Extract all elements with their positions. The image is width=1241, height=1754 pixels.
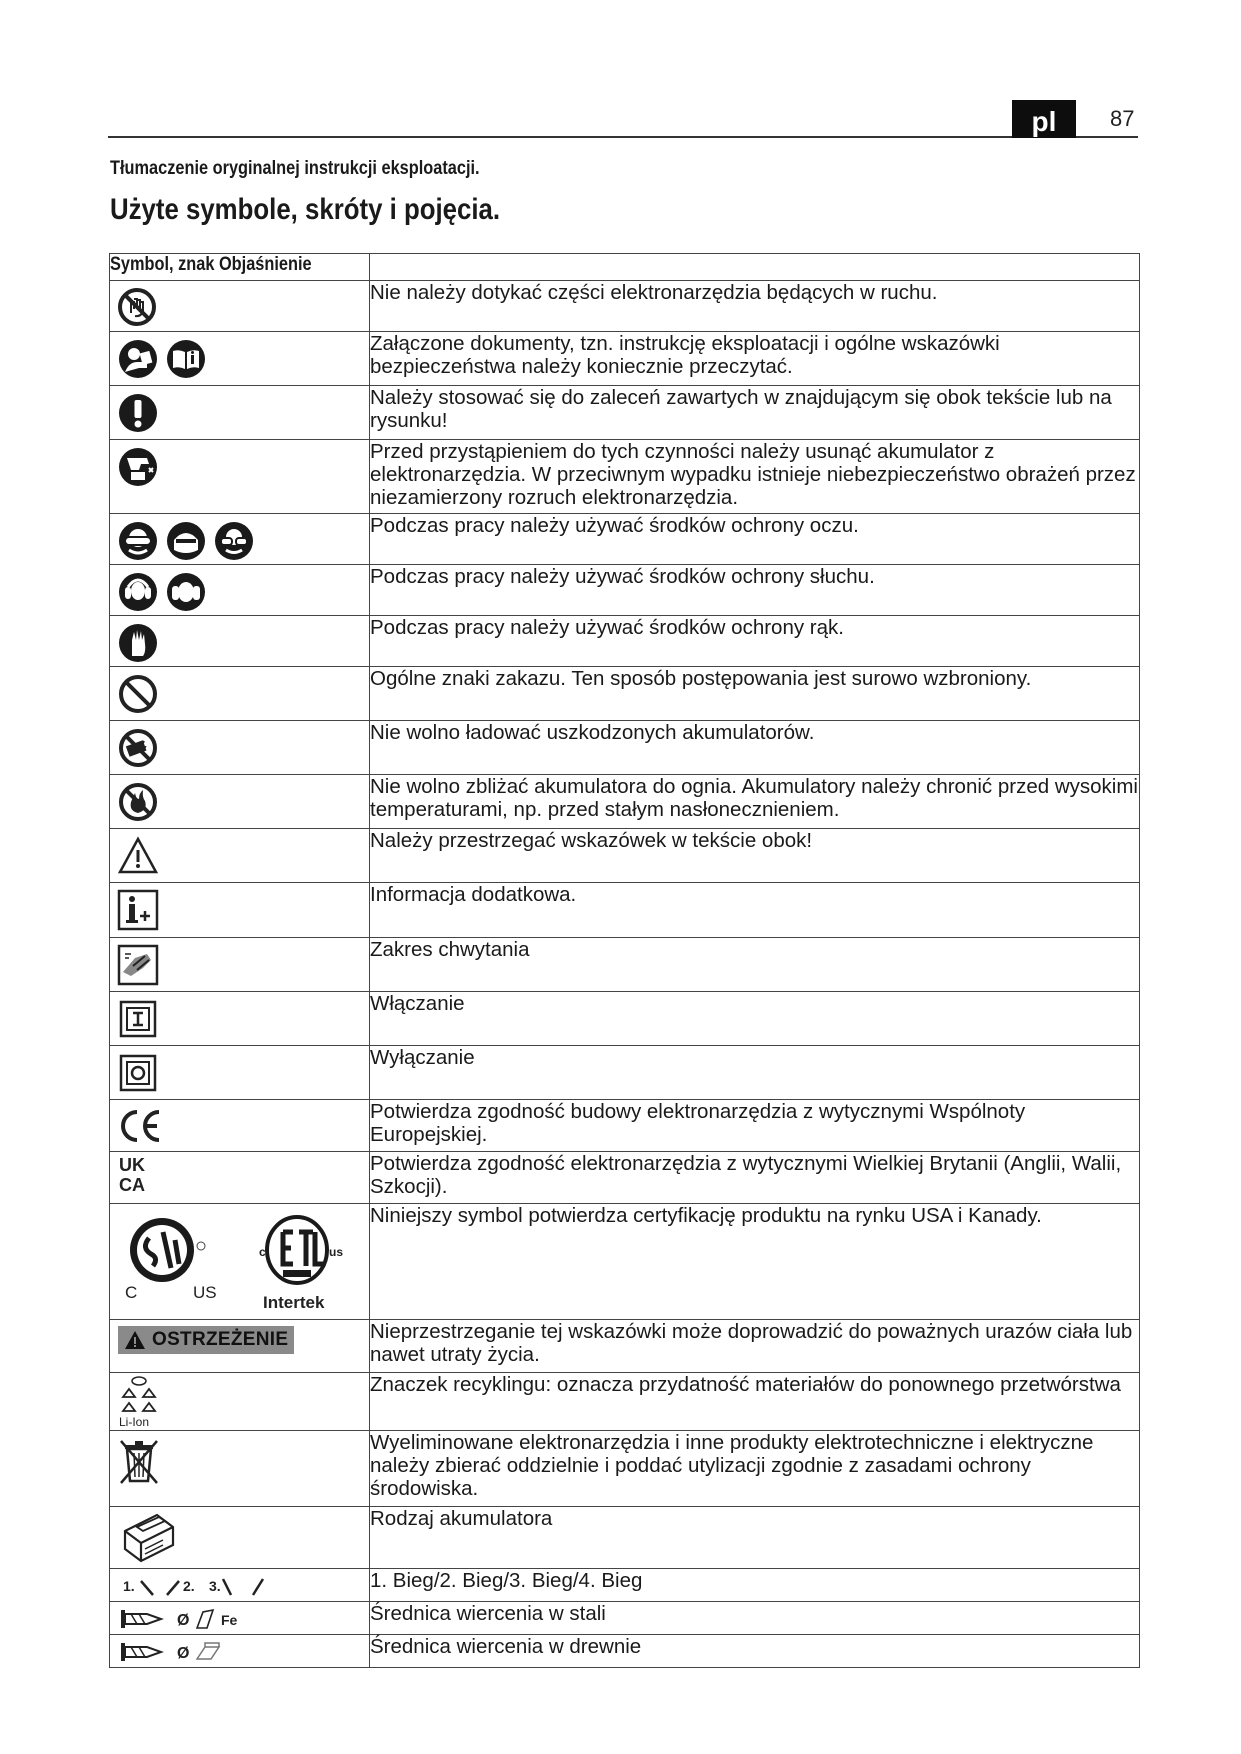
ukca-mark-icon <box>117 1154 153 1194</box>
row-description: Potwierdza zgodność budowy elektronarzędzia z wytycznymi Wspólnoty Europejskiej. <box>370 1100 1140 1152</box>
row-description: Należy stosować się do zaleceń zawartych w znajdującym się obok tekście lub na rysunku! <box>370 386 1140 440</box>
gear-2-label: 2. <box>183 1578 195 1594</box>
header-rule <box>108 136 1138 138</box>
battery-type-icon <box>117 1509 177 1567</box>
row-description: Średnica wiercenia w stali <box>370 1602 1140 1635</box>
row-description: Zakres chwytania <box>370 938 1140 992</box>
row-description: Średnica wiercenia w drewnie <box>370 1635 1140 1668</box>
row-description: Przed przystąpieniem do tych czynności należy usunąć akumulator z elektronarzędzia. W przeciwnym wypadku istnieje niebezpieczeństwo obrażeń przez niezamierzony rozruch elektronarzędzia. <box>370 440 1140 514</box>
remove-battery-icon <box>117 446 159 488</box>
power-on-icon <box>117 998 159 1040</box>
table-column-header: Symbol, znak Objaśnienie <box>110 254 370 281</box>
row-description: 1. Bieg/2. Bieg/3. Bieg/4. Bieg <box>370 1569 1140 1602</box>
safety-glasses-icon <box>213 520 255 562</box>
table-row <box>110 1431 1140 1507</box>
no-charging-damaged-battery-icon <box>117 727 159 769</box>
no-touch-moving-parts-icon <box>117 287 157 327</box>
row-description: Informacja dodatkowa. <box>370 883 1140 938</box>
table-row <box>110 992 1140 1046</box>
row-description: Nieprzestrzeganie tej wskazówki może doprowadzić do poważnych urazów ciała lub nawet utraty życia. <box>370 1320 1140 1373</box>
table-row <box>110 1046 1140 1100</box>
gear-selection-icon <box>117 1573 277 1599</box>
warning-label-text: OSTRZEŻENIE <box>152 1329 289 1350</box>
crossed-bin-icon <box>117 1437 161 1487</box>
row-description: Wyeliminowane elektronarzędzia i inne produkty elektrotechniczne i elektryczne należy zbierać oddzielnie i poddać utylizacji zgodnie z zasadami ochrony środowiska. <box>370 1431 1140 1507</box>
table-row <box>110 1373 1140 1431</box>
ce-mark-icon <box>117 1106 163 1146</box>
row-description: Znaczek recyklingu: oznacza przydatność materiałów do ponownego przetwórstwa <box>370 1373 1140 1431</box>
table-row <box>110 1507 1140 1569</box>
table-header-blank <box>370 254 1140 281</box>
page-number: 87 <box>1110 106 1135 131</box>
grip-area-icon <box>117 944 159 986</box>
prohibition-icon <box>117 673 159 715</box>
table-row <box>110 1100 1140 1152</box>
goggles-icon <box>117 520 159 562</box>
table-row <box>110 386 1140 440</box>
language-badge: pl <box>1012 100 1076 138</box>
read-manual-icon <box>117 338 159 380</box>
ear-muffs-icon <box>165 571 207 613</box>
table-row <box>110 565 1140 616</box>
recycling-li-ion-icon <box>117 1375 161 1429</box>
csa-etl-mark-icon <box>117 1208 357 1316</box>
drill-steel-icon <box>117 1606 257 1632</box>
gear-3-label: 3. <box>209 1578 221 1594</box>
row-description: Podczas pracy należy używać środków ochrony rąk. <box>370 616 1140 667</box>
exclamation-mandatory-icon <box>117 392 159 434</box>
row-description: Nie wolno ładować uszkodzonych akumulatorów. <box>370 721 1140 775</box>
table-row <box>110 616 1140 667</box>
table-row <box>110 1204 1140 1320</box>
row-description: Potwierdza zgodność elektronarzędzia z wytycznymi Wielkiej Brytanii (Anglii, Walii, Szkocji). <box>370 1152 1140 1204</box>
table-row <box>110 1602 1140 1635</box>
csa-c-label: C <box>125 1283 138 1302</box>
intertek-label: Intertek <box>263 1293 325 1312</box>
row-description: Należy przestrzegać wskazówek w tekście obok! <box>370 829 1140 883</box>
drill-wood-icon <box>117 1639 257 1665</box>
ukca-bottom-text: CA <box>119 1175 145 1194</box>
table-row <box>110 1569 1140 1602</box>
manual-book-icon <box>165 338 207 380</box>
gloves-icon <box>117 622 159 664</box>
table-row <box>110 721 1140 775</box>
document-subtitle: Tłumaczenie oryginalnej instrukcji eksploatacji. <box>110 158 480 179</box>
table-row <box>110 667 1140 721</box>
gear-1-label: 1. <box>123 1578 135 1594</box>
info-plus-icon <box>117 889 159 931</box>
table-row <box>110 883 1140 938</box>
row-description: Włączanie <box>370 992 1140 1046</box>
etl-c-label: c <box>259 1245 266 1259</box>
etl-us-label: us <box>329 1245 344 1259</box>
csa-us-label: US <box>193 1283 217 1302</box>
li-ion-text: Li-Ion <box>119 1415 150 1429</box>
table-row <box>110 829 1140 883</box>
row-description: Nie wolno zbliżać akumulatora do ognia. Akumulatory należy chronić przed wysokimi temperaturami, np. przed stałym nasłonecznieniem. <box>370 775 1140 829</box>
table-row <box>110 332 1140 386</box>
warning-label <box>118 1326 294 1354</box>
table-header-row <box>110 254 1140 281</box>
ukca-top-text: UK <box>119 1155 145 1175</box>
row-description: Rodzaj akumulatora <box>370 1507 1140 1569</box>
row-description: Załączone dokumenty, tzn. instrukcję eksploatacji i ogólne wskazówki bezpieczeństwa należy koniecznie przeczytać. <box>370 332 1140 386</box>
page-title: Użyte symbole, skróty i pojęcia. <box>110 193 501 226</box>
warning-sign-icon <box>124 1330 146 1350</box>
no-fire-icon <box>117 781 159 823</box>
row-description: Niniejszy symbol potwierdza certyfikację produktu na rynku USA i Kanady. <box>370 1204 1140 1320</box>
diameter-symbol: Ø <box>177 1612 190 1629</box>
diameter-symbol-wood: Ø <box>177 1645 190 1662</box>
table-row <box>110 1635 1140 1668</box>
table-row <box>110 938 1140 992</box>
table-row <box>110 775 1140 829</box>
warning-triangle-icon <box>117 835 159 877</box>
table-row <box>110 440 1140 514</box>
ear-protection-icon <box>117 571 159 613</box>
symbols-table <box>109 253 1140 1668</box>
fe-label: Fe <box>221 1612 238 1628</box>
table-row <box>110 281 1140 332</box>
row-description: Podczas pracy należy używać środków ochrony słuchu. <box>370 565 1140 616</box>
row-description: Wyłączanie <box>370 1046 1140 1100</box>
power-off-icon <box>117 1052 159 1094</box>
table-row <box>110 514 1140 565</box>
table-row <box>110 1320 1140 1373</box>
table-row <box>110 1152 1140 1204</box>
row-description: Nie należy dotykać części elektronarzędzia będących w ruchu. <box>370 281 1140 332</box>
face-shield-icon <box>165 520 207 562</box>
row-description: Ogólne znaki zakazu. Ten sposób postępowania jest surowo wzbroniony. <box>370 667 1140 721</box>
row-description: Podczas pracy należy używać środków ochrony oczu. <box>370 514 1140 565</box>
